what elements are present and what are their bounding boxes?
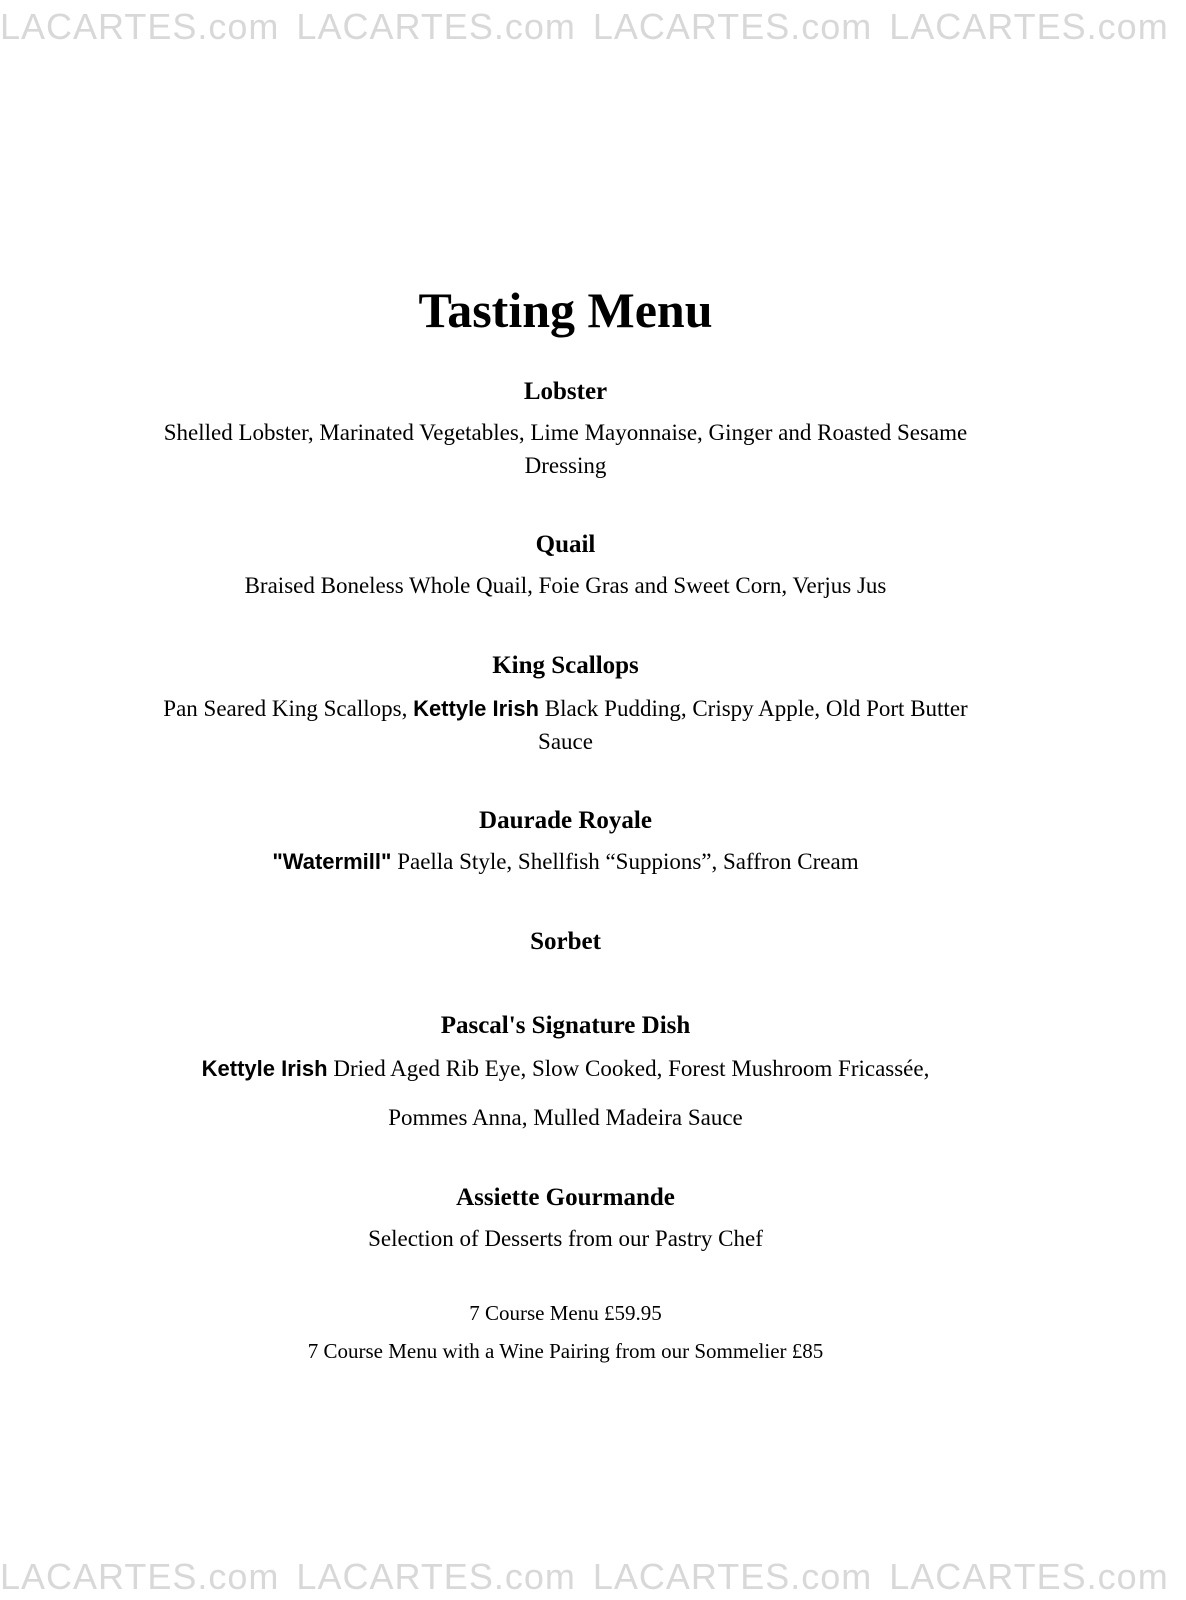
course-description-quail: Braised Boneless Whole Quail, Foie Gras and Sweet Corn, Verjus Jus <box>244 573 887 598</box>
course-name-signature-dish: Pascal's Signature Dish <box>440 1012 691 1039</box>
price-seven-course: 7 Course Menu £59.95 <box>469 1301 662 1325</box>
watermark-text: LACARTES.com <box>889 6 1169 47</box>
watermark-text: LACARTES.com <box>592 6 873 47</box>
course-description-daurade-royale <box>160 845 971 878</box>
supplier-highlight: Kettyle Irish <box>201 1056 328 1081</box>
description-text: Black Pudding, Crispy Apple, Old Port Butter Sauce <box>538 696 968 754</box>
course-description-signature-dish-line2: Pommes Anna, Mulled Madeira Sauce <box>388 1105 743 1130</box>
watermark-text: LACARTES.com <box>592 1556 873 1597</box>
course-name-assiette-gourmande: Assiette Gourmande <box>456 1184 675 1211</box>
course-name-sorbet: Sorbet <box>530 928 601 955</box>
supplier-highlight: Kettyle Irish <box>413 696 539 721</box>
description-text: Pan Seared King Scallops, <box>163 696 414 721</box>
watermark-text: LACARTES.com <box>889 1556 1169 1597</box>
menu-title: Tasting Menu <box>418 282 713 338</box>
price-wine-pairing: 7 Course Menu with a Wine Pairing from our Sommelier £85 <box>307 1339 824 1363</box>
watermark-text: LACARTES.com <box>0 6 280 47</box>
course-name-lobster: Lobster <box>523 378 608 405</box>
watermark-text: LACARTES.com <box>296 1556 576 1597</box>
course-description-king-scallops <box>160 692 971 758</box>
course-name-king-scallops: King Scallops <box>492 652 639 679</box>
course-name-daurade-royale: Daurade Royale <box>479 807 652 834</box>
course-description-lobster: Shelled Lobster, Marinated Vegetables, Lime Mayonnaise, Ginger and Roasted Sesame Dressing <box>163 420 968 478</box>
watermark-text: LACARTES.com <box>296 6 576 47</box>
watermark-bottom <box>0 1556 1169 1597</box>
watermark-text: LACARTES.com <box>0 1556 280 1597</box>
course-description-assiette-gourmande: Selection of Desserts from our Pastry Chef <box>368 1226 763 1251</box>
course-name-quail: Quail <box>535 531 596 558</box>
description-text: Dried Aged Rib Eye, Slow Cooked, Forest Mushroom Fricassée, <box>327 1056 930 1081</box>
watermark-top <box>0 6 1169 47</box>
description-text: Paella Style, Shellfish “Suppions”, Saffron Cream <box>391 849 859 874</box>
supplier-highlight: "Watermill" <box>272 849 392 874</box>
course-description-signature-dish <box>160 1052 971 1085</box>
